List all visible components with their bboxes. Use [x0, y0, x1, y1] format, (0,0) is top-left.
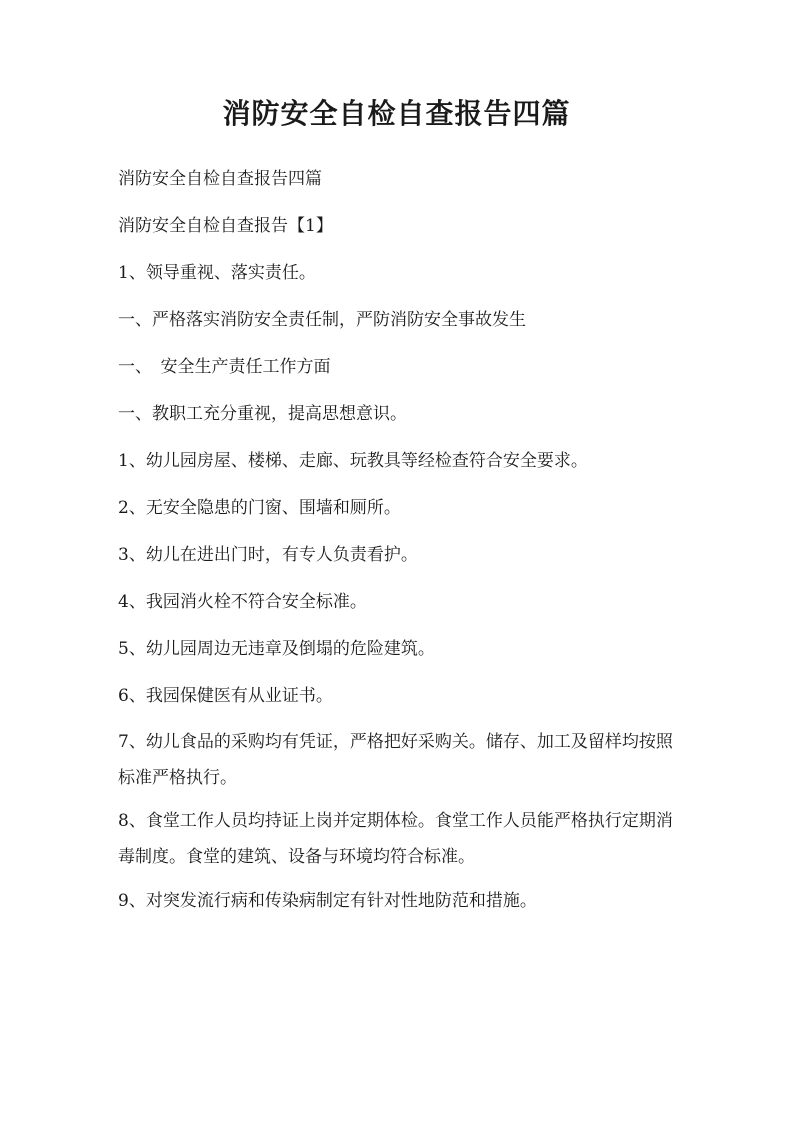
paragraph-item: 9、对突发流行病和传染病制定有针对性地防范和措施。 [118, 891, 537, 911]
paragraph-item: 1、领导重视、落实责任。 [118, 263, 316, 283]
paragraph-item: 3、幼儿在进出门时，有专人负责看护。 [118, 545, 418, 565]
document-title: 消防安全自检自查报告四篇 [222, 97, 571, 130]
paragraph-item: 5、幼儿园周边无违章及倒塌的危险建筑。 [118, 639, 435, 659]
document-body [118, 160, 688, 929]
paragraph-item: 1、幼儿园房屋、楼梯、走廊、玩教具等经检查符合安全要求。 [118, 451, 588, 471]
paragraph-report-heading: 消防安全自检自查报告【1】 [118, 216, 333, 236]
paragraph-item: 2、无安全隐患的门窗、围墙和厕所。 [118, 498, 401, 518]
paragraph-item: 一、教职工充分重视，提高思想意识。 [118, 404, 407, 424]
paragraph-item: 8、食堂工作人员均持证上岗并定期体检。食堂工作人员能严格执行定期消毒制度。食堂的建筑、设备与环境均符合标准。 [118, 811, 673, 867]
paragraph-item: 4、我园消火栓不符合安全标准。 [118, 592, 367, 612]
paragraph-subtitle: 消防安全自检自查报告四篇 [118, 169, 322, 189]
paragraph-item: 一、严格落实消防安全责任制，严防消防安全事故发生 [118, 310, 526, 330]
paragraph-item: 一、 安全生产责任工作方面 [118, 357, 331, 377]
paragraph-item: 6、我园保健医有从业证书。 [118, 686, 333, 706]
paragraph-item: 7、幼儿食品的采购均有凭证，严格把好采购关。储存、加工及留样均按照标准严格执行。 [118, 732, 673, 788]
